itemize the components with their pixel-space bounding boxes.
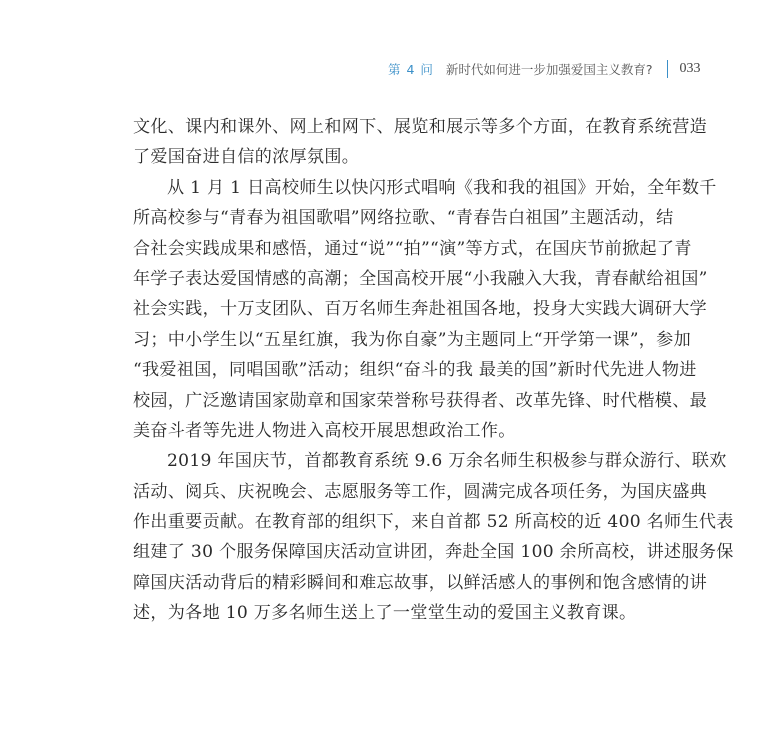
question-title: 新时代如何进一步加强爱国主义教育?: [445, 62, 653, 77]
text-line: 年学子表达爱国情感的高潮；全国高校开展“小我融入大我，青春献给祖国”: [133, 268, 708, 289]
question-number: 第 4 问: [388, 62, 434, 77]
running-header: [388, 58, 701, 80]
text-line: 作出重要贡献。在教育部的组织下，来自首都 52 所高校的近 400 名师生代表: [133, 512, 734, 533]
text-line: 述，为各地 10 万多名师生送上了一堂堂生动的爱国主义教育课。: [133, 603, 637, 624]
text-line: 了爱国奋进自信的浓厚氛围。: [133, 147, 360, 168]
text-line: 2019 年国庆节，首都教育系统 9.6 万余名师生积极参与群众游行、联欢: [167, 451, 727, 472]
text-line: 合社会实践成果和感悟，通过“说”“拍”“演”等方式，在国庆节前掀起了青: [133, 238, 692, 259]
text-line: 美奋斗者等先进人物进入高校开展思想政治工作。: [133, 420, 516, 441]
text-line: 从 1 月 1 日高校师生以快闪形式唱响《我和我的祖国》开始，全年数千: [167, 177, 717, 198]
text-line: 社会实践，十万支团队、百万名师生奔赴祖国各地，投身大实践大调研大学: [133, 299, 707, 320]
page-number: 033: [679, 61, 701, 76]
text-line: 活动、阅兵、庆祝晚会、志愿服务等工作，圆满完成各项任务，为国庆盛典: [133, 481, 707, 502]
text-line: 所高校参与“青春为祖国歌唱”网络拉歌、“青春告白祖国”主题活动，结: [133, 208, 674, 229]
text-line: 组建了 30 个服务保障国庆活动宣讲团，奔赴全国 100 余所高校，讲述服务保: [133, 542, 734, 563]
text-line: 文化、课内和课外、网上和网下、展览和展示等多个方面，在教育系统营造: [133, 117, 707, 137]
header-divider: [667, 60, 668, 78]
paragraph-continuation: [133, 112, 707, 173]
text-line: “我爱祖国，同唱国歌”活动；组织“奋斗的我 最美的国”新时代先进人物进: [133, 360, 697, 381]
paragraph-national-day-2019: [133, 446, 734, 628]
body-text: [133, 112, 734, 629]
paragraph-youth-activities: [133, 173, 717, 447]
text-line: 校园，广泛邀请国家勋章和国家荣誉称号获得者、改革先锋、时代楷模、最: [133, 390, 707, 411]
text-line: 习；中小学生以“五星红旗，我为你自豪”为主题同上“开学第一课”，参加: [133, 329, 691, 350]
text-line: 障国庆活动背后的精彩瞬间和难忘故事，以鲜活感人的事例和饱含感情的讲: [133, 572, 707, 593]
